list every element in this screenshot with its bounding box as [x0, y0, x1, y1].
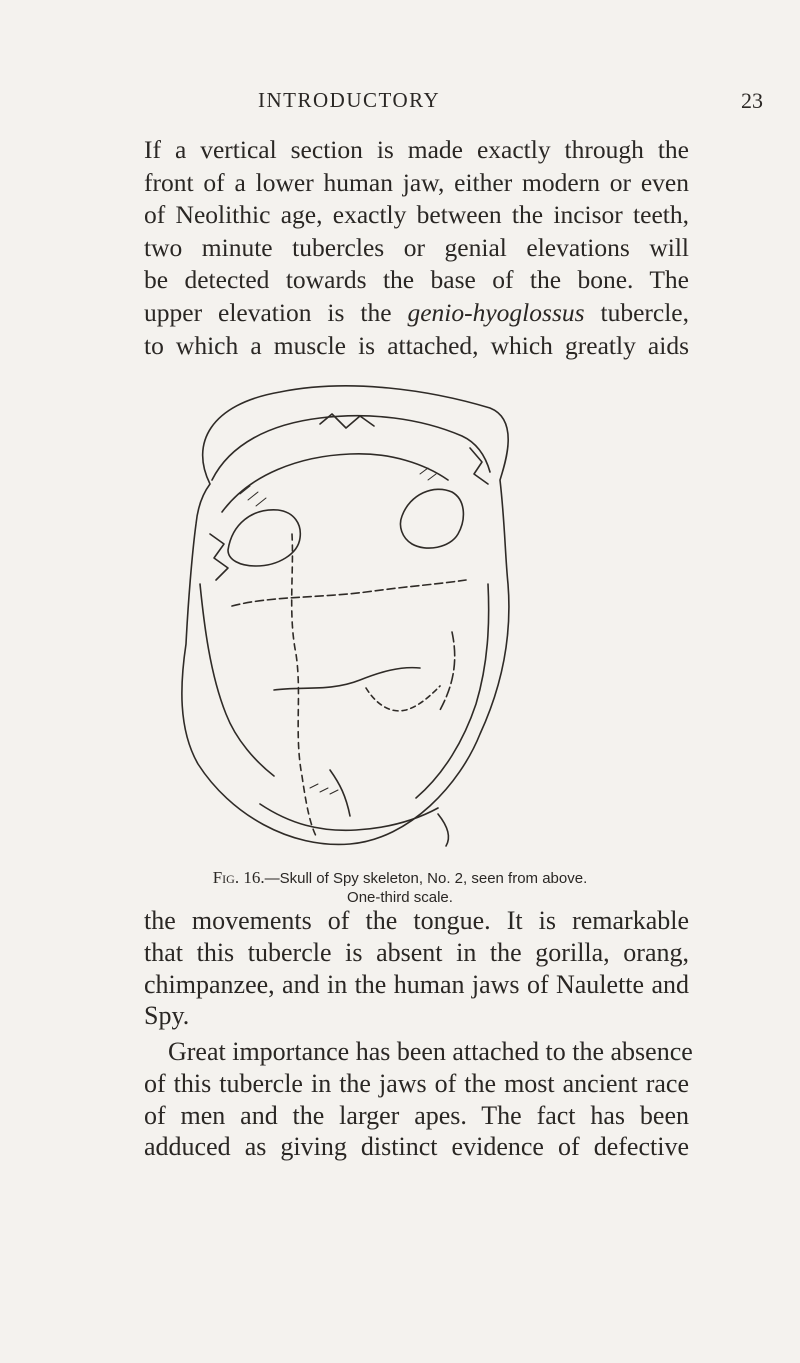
- right-orbit: [400, 489, 463, 548]
- text-segment: upper elevation is the: [144, 297, 408, 327]
- occipital-curve: [260, 804, 438, 830]
- text-line: of this tubercle in the jaws of the most ancient race: [144, 1068, 689, 1098]
- text-segment: tubercle,: [584, 297, 689, 327]
- text-line: that this tubercle is absent in the gorilla, orang,: [144, 937, 689, 967]
- caption-line-2: One-third scale.: [347, 889, 453, 906]
- text-line: Great importance has been attached to the absence: [168, 1037, 693, 1066]
- caption-text: —Skull of Spy skeleton, No. 2, seen from above.: [264, 870, 588, 887]
- fracture-right: [470, 448, 488, 484]
- text-line: of men and the larger apes. The fact has been: [144, 1100, 689, 1130]
- text-line: If a vertical section is made exactly through the: [144, 135, 689, 164]
- right-temporal-line: [440, 632, 455, 710]
- figure-caption: [0, 868, 800, 907]
- lambdoid-suture: [274, 668, 420, 690]
- brow-ridge: [212, 416, 490, 480]
- anatomical-term: genio-hyoglossus: [407, 297, 585, 327]
- fracture-left: [210, 534, 228, 580]
- text-line: adduced as giving distinct evidence of defective: [144, 1132, 689, 1162]
- text-line-with-term: [144, 297, 689, 330]
- left-parietal-line: [200, 584, 274, 776]
- text-line: of Neolithic age, exactly between the incisor teeth,: [144, 200, 689, 230]
- paragraph-1: [144, 134, 689, 362]
- text-line: the movements of the tongue. It is remarkable: [144, 906, 689, 935]
- running-head: INTRODUCTORY: [258, 88, 441, 112]
- coronal-suture: [232, 580, 466, 606]
- text-line: front of a lower human jaw, either modern or even: [144, 167, 689, 197]
- skull-drawing: [170, 384, 560, 864]
- figure-label: Fig. 16.: [212, 868, 265, 887]
- text-line: to which a muscle is attached, which greatly aids: [144, 330, 689, 360]
- caption-line-1: [0, 868, 800, 888]
- left-orbit: [228, 510, 300, 566]
- text-line: two minute tubercles or genial elevations will: [144, 232, 689, 262]
- brow-inner: [222, 454, 448, 512]
- lambdoid-detail: [366, 686, 440, 711]
- text-line: Spy.: [144, 1001, 190, 1031]
- page-number: 23: [741, 88, 763, 113]
- skull-figure: [170, 384, 560, 864]
- paragraph-2: [144, 905, 689, 1032]
- right-parietal-line: [416, 584, 489, 798]
- text-line: chimpanzee, and in the human jaws of Naulette and: [144, 969, 689, 999]
- sagittal-line: [292, 534, 316, 836]
- paragraph-3: [144, 1036, 693, 1163]
- text-line: be detected towards the base of the bone. The: [144, 265, 689, 295]
- hatch-marks: [240, 468, 436, 794]
- bottom-mark: [438, 814, 448, 846]
